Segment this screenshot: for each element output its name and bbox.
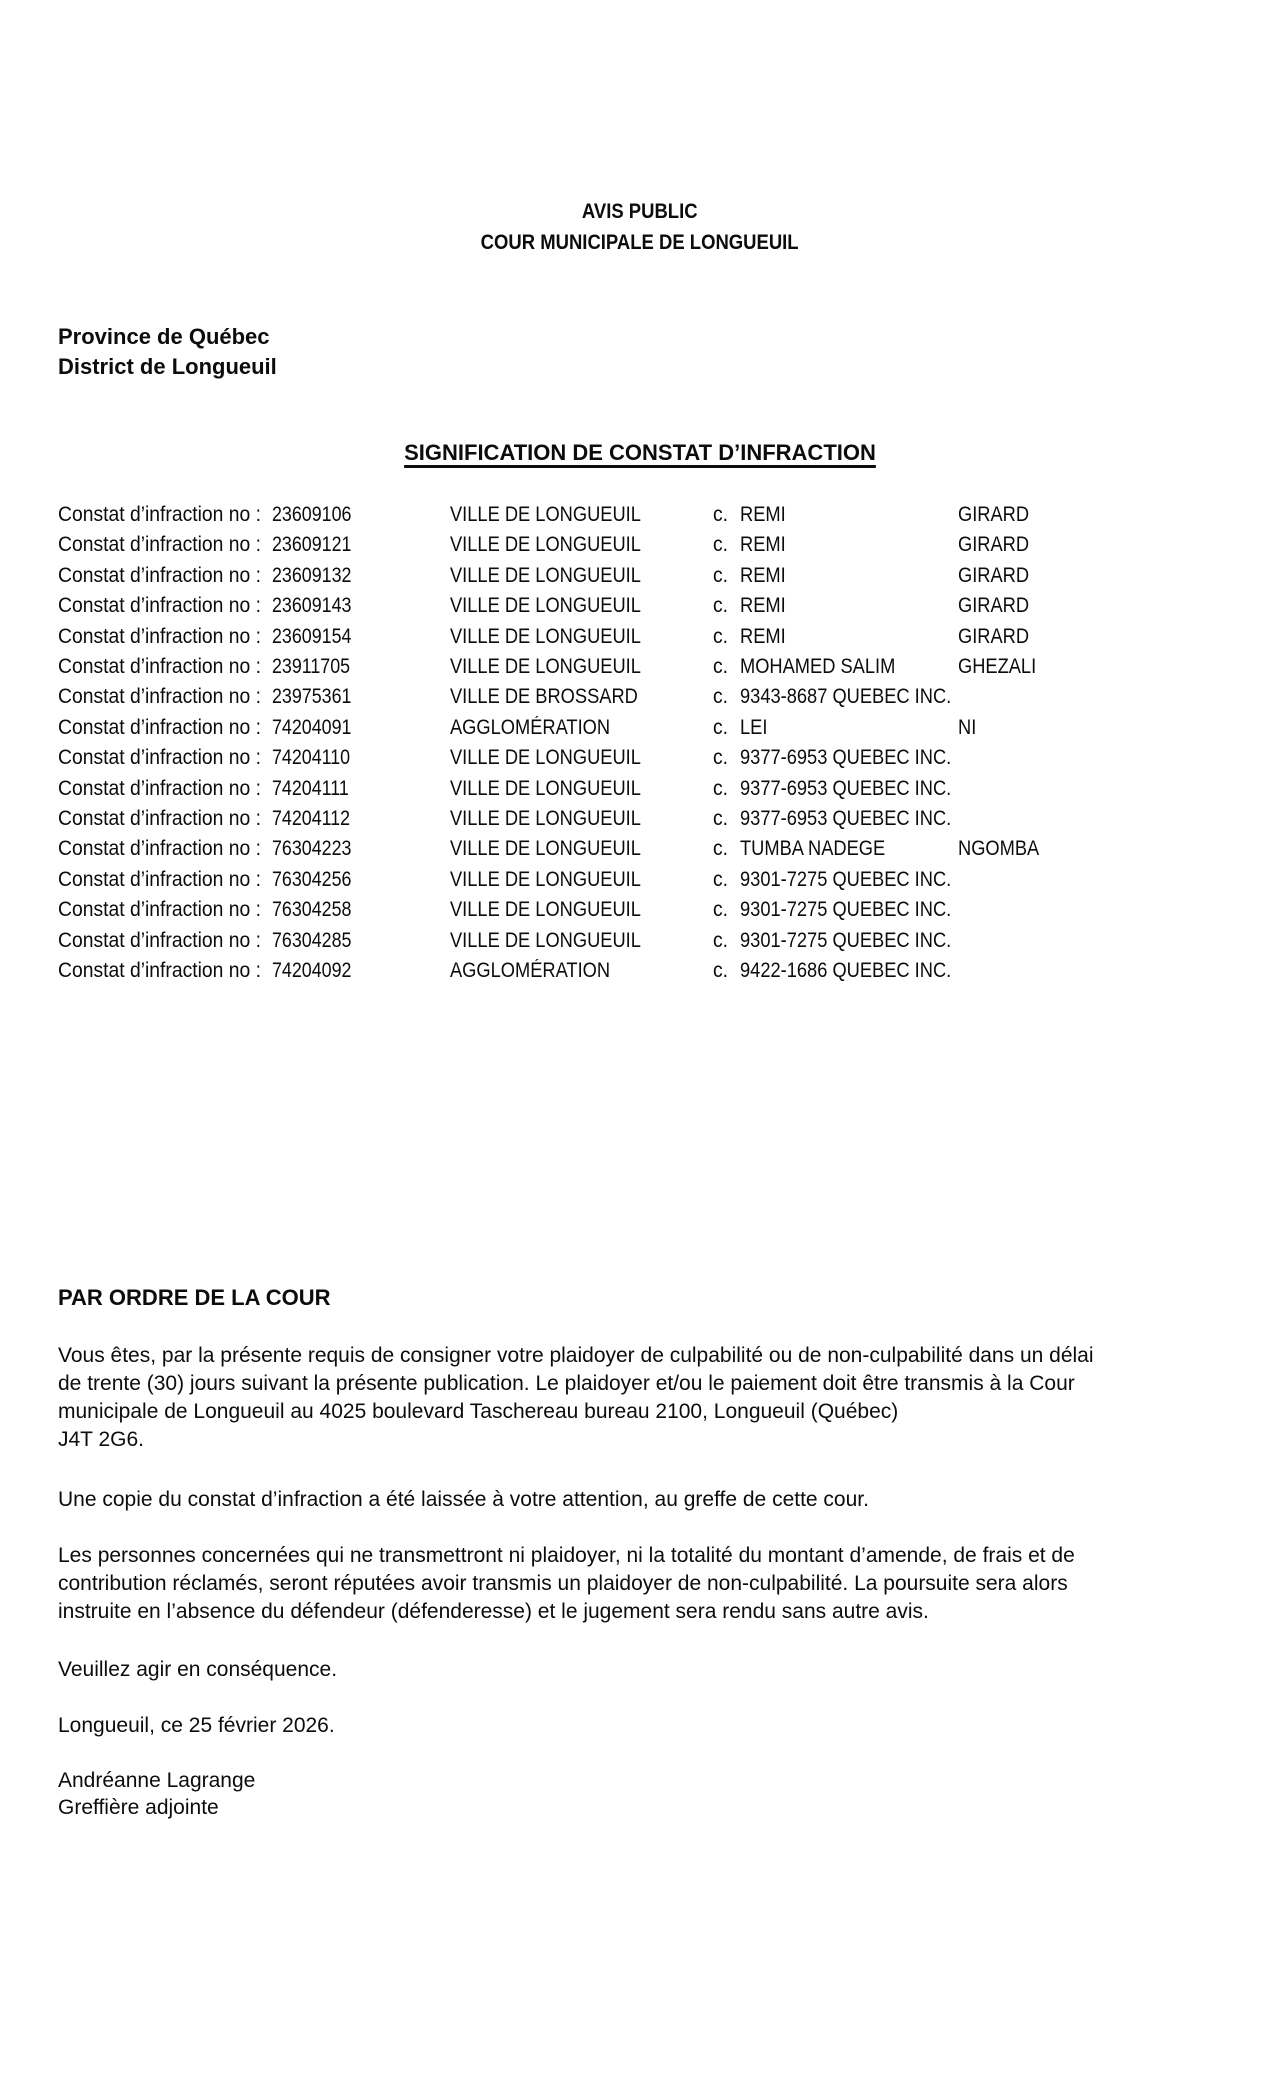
defendant-first-name: 9343-8687 QUEBEC INC.	[740, 685, 952, 709]
constat-row	[58, 652, 1222, 682]
paragraph-line: J4T 2G6.	[58, 1428, 144, 1451]
constat-row	[58, 774, 1222, 804]
defendant-last-name	[958, 865, 1222, 895]
defendant-first-name: 9301-7275 QUEBEC INC.	[740, 928, 952, 952]
paragraph-copy-left-at-clerk: Une copie du constat d’infraction a été laissée à votre attention, au greffe de cette cour.	[58, 1488, 869, 1511]
versus-abbreviation: c.	[713, 594, 729, 618]
prosecutor-name: AGGLOMÉRATION	[450, 959, 611, 983]
paragraph-line: Vous êtes, par la présente requis de consigner votre plaidoyer de culpabilité ou de non-culpabilité dans un délai	[58, 1344, 1094, 1367]
signature-block	[58, 1767, 255, 1821]
prosecutor-name: VILLE DE LONGUEUIL	[450, 837, 641, 861]
versus-abbreviation: c.	[713, 776, 729, 800]
defendant-last-name	[958, 926, 1222, 956]
prosecutor-name: VILLE DE BROSSARD	[450, 685, 638, 709]
constat-row-label: Constat d’infraction no :	[58, 503, 261, 526]
defendant-last-name	[958, 743, 1222, 773]
prosecutor-name: AGGLOMÉRATION	[450, 715, 611, 739]
constat-number: 23609106	[272, 503, 352, 526]
prosecutor-name: VILLE DE LONGUEUIL	[450, 746, 641, 770]
prosecutor-name: VILLE DE LONGUEUIL	[450, 928, 641, 952]
constat-row-label: Constat d’infraction no :	[58, 624, 261, 648]
signatory-role: Greffière adjointe	[58, 1796, 219, 1819]
constat-row	[58, 561, 1222, 591]
constat-number: 74204092	[272, 959, 352, 983]
constat-number: 74204110	[272, 746, 351, 770]
paragraph-line: municipale de Longueuil au 4025 boulevard Taschereau bureau 2100, Longueuil (Québec)	[58, 1400, 899, 1423]
defendant-last-name	[958, 956, 1222, 986]
constat-row-label: Constat d’infraction no :	[58, 533, 261, 557]
district-line: District de Longueuil	[58, 354, 277, 379]
versus-abbreviation: c.	[713, 837, 729, 861]
defendant-first-name: 9377-6953 QUEBEC INC.	[740, 746, 952, 770]
constat-number: 23609121	[272, 533, 352, 557]
constat-row	[58, 591, 1222, 621]
constat-number: 74204111	[272, 776, 349, 800]
defendant-first-name: REMI	[740, 503, 786, 526]
constat-number: 76304256	[272, 867, 352, 891]
constat-number: 23975361	[272, 685, 352, 709]
constat-row	[58, 834, 1222, 864]
defendant-first-name: 9301-7275 QUEBEC INC.	[740, 898, 952, 922]
constat-row-label: Constat d’infraction no :	[58, 655, 261, 679]
defendant-last-name	[958, 774, 1222, 804]
defendant-last-name: GIRARD	[958, 594, 1030, 618]
versus-abbreviation: c.	[713, 563, 729, 587]
signatory-name: Andréanne Lagrange	[58, 1769, 256, 1792]
constat-row	[58, 713, 1222, 743]
constat-row-label: Constat d’infraction no :	[58, 563, 261, 587]
constat-row	[58, 956, 1222, 986]
prosecutor-name: VILLE DE LONGUEUIL	[450, 503, 641, 526]
constat-row-label: Constat d’infraction no :	[58, 898, 261, 922]
versus-abbreviation: c.	[713, 503, 729, 526]
place-and-date-line: Longueuil, ce 25 février 2026.	[58, 1714, 335, 1737]
defendant-first-name: REMI	[740, 594, 786, 618]
constat-row-label: Constat d’infraction no :	[58, 928, 261, 952]
constat-row	[58, 530, 1222, 560]
constat-number: 74204091	[272, 715, 352, 739]
defendant-first-name: TUMBA NADEGE	[740, 837, 886, 861]
constat-number: 76304223	[272, 837, 352, 861]
constat-row-label: Constat d’infraction no :	[58, 959, 261, 983]
defendant-first-name: 9377-6953 QUEBEC INC.	[740, 807, 952, 831]
prosecutor-name: VILLE DE LONGUEUIL	[450, 867, 641, 891]
versus-abbreviation: c.	[713, 685, 729, 709]
paragraph-act-accordingly: Veuillez agir en conséquence.	[58, 1658, 338, 1681]
constat-number: 76304285	[272, 928, 352, 952]
prosecutor-name: VILLE DE LONGUEUIL	[450, 655, 641, 679]
constat-table	[58, 500, 1222, 987]
prosecutor-name: VILLE DE LONGUEUIL	[450, 533, 641, 557]
constat-row-label: Constat d’infraction no :	[58, 594, 261, 618]
paragraph-default-judgment	[58, 1542, 1222, 1626]
constat-row	[58, 804, 1222, 834]
prosecutor-name: VILLE DE LONGUEUIL	[450, 624, 641, 648]
court-header	[58, 196, 1222, 258]
constat-row	[58, 865, 1222, 895]
prosecutor-name: VILLE DE LONGUEUIL	[450, 807, 641, 831]
defendant-first-name: REMI	[740, 563, 786, 587]
constat-number: 74204112	[272, 807, 351, 831]
versus-abbreviation: c.	[713, 807, 729, 831]
defendant-first-name: MOHAMED SALIM	[740, 655, 896, 679]
defendant-last-name: GHEZALI	[958, 655, 1037, 679]
constat-row	[58, 743, 1222, 773]
versus-abbreviation: c.	[713, 624, 729, 648]
constat-row	[58, 682, 1222, 712]
jurisdiction-block	[58, 322, 277, 382]
constat-row-label: Constat d’infraction no :	[58, 807, 261, 831]
defendant-last-name: NGOMBA	[958, 837, 1040, 861]
defendant-last-name: GIRARD	[958, 533, 1030, 557]
document-title	[58, 440, 1222, 466]
paragraph-line: contribution réclamés, seront réputées avoir transmis un plaidoyer de non-culpabilité. La poursuite sera alors	[58, 1572, 1068, 1595]
prosecutor-name: VILLE DE LONGUEUIL	[450, 594, 641, 618]
paragraph-line: Les personnes concernées qui ne transmettront ni plaidoyer, ni la totalité du montant d’amende, de frais et de	[58, 1544, 1075, 1567]
document-title-text: SIGNIFICATION DE CONSTAT D’INFRACTION	[404, 440, 876, 465]
constat-row-label: Constat d’infraction no :	[58, 867, 261, 891]
constat-row	[58, 895, 1222, 925]
versus-abbreviation: c.	[713, 928, 729, 952]
prosecutor-name: VILLE DE LONGUEUIL	[450, 563, 641, 587]
versus-abbreviation: c.	[713, 655, 729, 679]
versus-abbreviation: c.	[713, 867, 729, 891]
constat-number: 23609132	[272, 563, 352, 587]
constat-row-label: Constat d’infraction no :	[58, 746, 261, 770]
defendant-first-name: 9301-7275 QUEBEC INC.	[740, 867, 952, 891]
province-line: Province de Québec	[58, 324, 270, 349]
paragraph-plea-instructions	[58, 1342, 1222, 1454]
versus-abbreviation: c.	[713, 746, 729, 770]
defendant-last-name: GIRARD	[958, 624, 1030, 648]
constat-number: 76304258	[272, 898, 352, 922]
versus-abbreviation: c.	[713, 959, 729, 983]
prosecutor-name: VILLE DE LONGUEUIL	[450, 776, 641, 800]
constat-row-label: Constat d’infraction no :	[58, 837, 261, 861]
defendant-first-name: 9377-6953 QUEBEC INC.	[740, 776, 952, 800]
constat-number: 23911705	[272, 655, 351, 679]
constat-number: 23609154	[272, 624, 352, 648]
paragraph-line: instruite en l’absence du défendeur (défenderesse) et le jugement sera rendu sans autre avis.	[58, 1600, 929, 1623]
defendant-last-name: GIRARD	[958, 503, 1030, 526]
versus-abbreviation: c.	[713, 533, 729, 557]
paragraph-line: de trente (30) jours suivant la présente publication. Le plaidoyer et/ou le paiement doit être transmis à la Cour	[58, 1372, 1075, 1395]
defendant-first-name: 9422-1686 QUEBEC INC.	[740, 959, 952, 983]
constat-row-label: Constat d’infraction no :	[58, 715, 261, 739]
defendant-last-name	[958, 895, 1222, 925]
versus-abbreviation: c.	[713, 898, 729, 922]
constat-row	[58, 500, 1222, 530]
defendant-last-name: GIRARD	[958, 563, 1030, 587]
defendant-first-name: LEI	[740, 715, 768, 739]
defendant-last-name	[958, 682, 1222, 712]
constat-number: 23609143	[272, 594, 352, 618]
prosecutor-name: VILLE DE LONGUEUIL	[450, 898, 641, 922]
versus-abbreviation: c.	[713, 715, 729, 739]
constat-row	[58, 622, 1222, 652]
defendant-first-name: REMI	[740, 533, 786, 557]
defendant-last-name	[958, 804, 1222, 834]
constat-row-label: Constat d’infraction no :	[58, 685, 261, 709]
court-name-heading: COUR MUNICIPALE DE LONGUEUIL	[481, 231, 799, 254]
defendant-last-name: NI	[958, 715, 977, 739]
order-heading: PAR ORDRE DE LA COUR	[58, 1285, 331, 1310]
notice-type-heading: AVIS PUBLIC	[582, 200, 698, 223]
constat-row	[58, 926, 1222, 956]
constat-row-label: Constat d’infraction no :	[58, 776, 261, 800]
defendant-first-name: REMI	[740, 624, 786, 648]
